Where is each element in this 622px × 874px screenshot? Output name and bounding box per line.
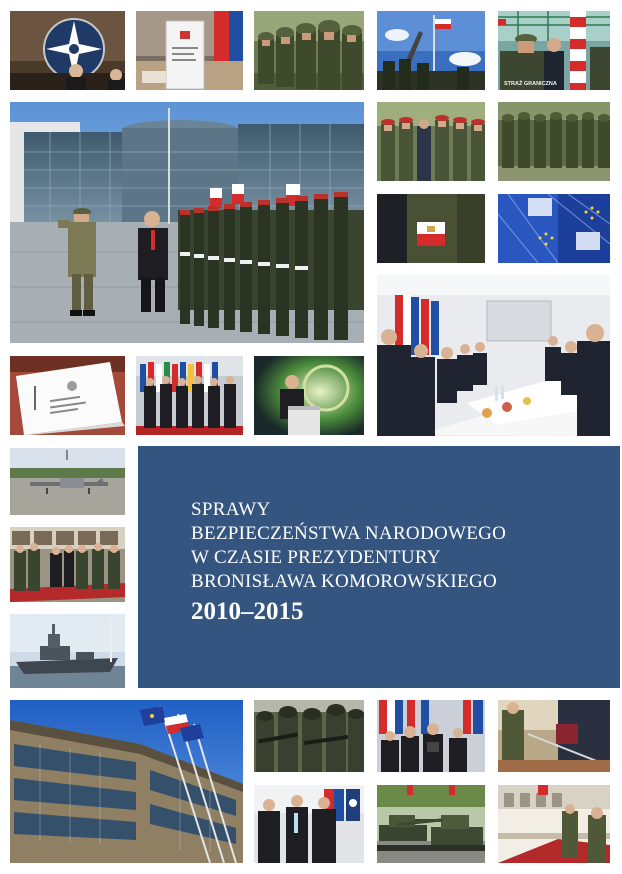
photo-strategy-document [10, 356, 125, 435]
photo-nato-emblem-speakers [10, 11, 125, 90]
photo-ceremony-red-carpet [10, 527, 125, 602]
photo-palace-guard [498, 785, 610, 863]
photo-council-meeting [377, 275, 610, 436]
photo-document-on-desk [136, 11, 243, 90]
photo-officers-with-folder [498, 700, 610, 772]
title-line-1: SPRAWY [191, 499, 271, 520]
photo-leaders-nato-flags [254, 785, 364, 863]
photo-special-forces-soldiers [254, 700, 364, 772]
photo-press-conference [377, 700, 485, 772]
photo-drone-on-runway [10, 448, 125, 515]
title-line-2: BEZPIECZEŃSTWA NARODOWEGO [191, 523, 507, 544]
photo-leaders-with-flags [136, 356, 243, 435]
title-panel [138, 446, 620, 688]
photo-navy-ship [10, 614, 125, 688]
title-line-3: W CZASIE PREZYDENTURY [191, 547, 441, 568]
photo-polish-armband [377, 194, 485, 263]
photo-building-with-flags [10, 700, 243, 863]
photo-soldiers-helmets [254, 11, 364, 90]
photo-speaker-at-podium [254, 356, 364, 435]
border-guard-badge-text: STRAŻ GRANICZNA [504, 81, 557, 87]
cover-title [191, 498, 506, 627]
photo-eu-passport-documents [498, 194, 610, 263]
photo-president-inspects-guard [10, 102, 364, 343]
photo-flag-raising [377, 11, 485, 90]
photo-soldiers-in-formation [498, 102, 610, 181]
photo-tanks-parade [377, 785, 485, 863]
title-line-4: BRONISŁAWA KOMOROWSKIEGO [191, 571, 497, 592]
photo-honor-guard-red-caps [377, 102, 485, 181]
title-years: 2010–2015 [191, 598, 304, 625]
photo-border-guard [498, 11, 610, 90]
